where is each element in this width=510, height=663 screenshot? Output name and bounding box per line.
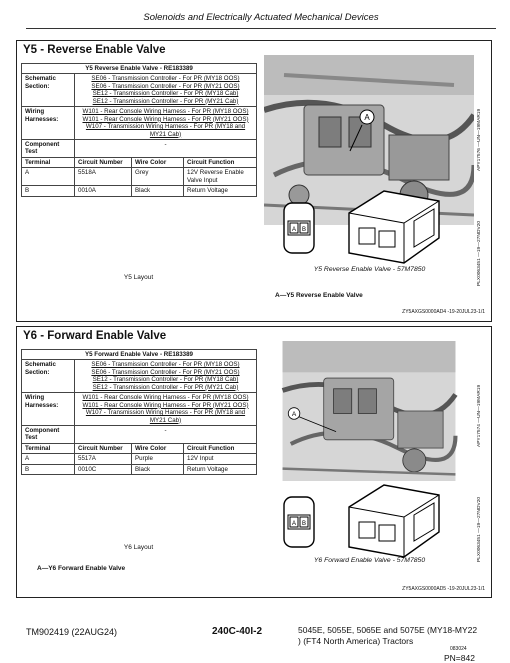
- footer-page-ref: 240C-40I-2: [212, 626, 262, 637]
- schematic-links: [75, 360, 257, 393]
- schematic-row: [22, 74, 257, 107]
- wiring-link[interactable]: W101 - Rear Console Wiring Harness - For PR (MY21 OOS): [78, 116, 253, 123]
- layout-caption: Y5 Layout: [21, 274, 256, 281]
- photo-code: APY17574 —UN—19MAR19: [477, 385, 482, 447]
- pin-a-label: A: [292, 521, 296, 527]
- col-function: Circuit Function: [184, 157, 257, 167]
- header-rule: [26, 28, 496, 29]
- col-terminal: Terminal: [22, 157, 75, 167]
- component-value: -: [75, 139, 257, 157]
- schematic-links: [75, 74, 257, 107]
- cell-circuit: 5517A: [75, 454, 132, 464]
- section-title: Y6 - Forward Enable Valve: [23, 330, 166, 342]
- pin-a-label: A: [292, 227, 296, 233]
- col-wire: Wire Color: [132, 443, 184, 453]
- legend: A—Y5 Reverse Enable Valve: [275, 292, 363, 299]
- image-caption: Y6 Forward Enable Valve - 57M7850: [267, 557, 472, 564]
- schematic-link[interactable]: SE06 - Transmission Controller - For PR (MY21 OOS): [78, 83, 253, 90]
- footer-model-line1: 5045E, 5055E, 5065E and 5075E (MY18-MY22: [298, 625, 498, 636]
- wiring-link[interactable]: W107 - Transmission Wiring Harness - For PR (MY18 and MY21 Cab): [78, 123, 253, 138]
- column-header-row: [22, 443, 257, 453]
- table-row: [22, 454, 257, 464]
- footer-model-info: [298, 625, 498, 663]
- photo-callout: A: [364, 113, 370, 122]
- footer-model-line2: ) (FT4 North America) Tractors: [298, 636, 498, 647]
- wiring-label: Wiring Harnesses:: [22, 393, 75, 426]
- cell-wire: Black: [132, 464, 184, 474]
- cell-terminal: A: [22, 168, 75, 186]
- col-circuit: Circuit Number: [75, 157, 132, 167]
- schematic-link[interactable]: SE12 - Transmission Controller - For PR (MY21 Cab): [78, 384, 253, 391]
- section-y6: [16, 326, 492, 598]
- wiring-link[interactable]: W107 - Transmission Wiring Harness - For PR (MY18 and MY21 Cab): [78, 409, 253, 424]
- col-terminal: Terminal: [22, 443, 75, 453]
- connector-drawing: [264, 183, 474, 273]
- pin-b-label: B: [302, 227, 306, 233]
- schematic-link[interactable]: SE12 - Transmission Controller - For PR (MY18 Cab): [78, 90, 253, 97]
- cell-terminal: B: [22, 464, 75, 474]
- section-code: ZY5AXGS0000AD4 -19-20JUL23-1/1: [402, 309, 485, 315]
- cell-terminal: A: [22, 454, 75, 464]
- cell-circuit: 0010C: [75, 464, 132, 474]
- cell-circuit: 0010A: [75, 186, 132, 196]
- spec-table: [21, 349, 257, 475]
- cell-function: 12V Input: [184, 454, 257, 464]
- table-row: [22, 168, 257, 186]
- col-function: Circuit Function: [184, 443, 257, 453]
- component-label: Component Test: [22, 139, 75, 157]
- valve-location-photo: [264, 341, 474, 481]
- schematic-row: [22, 360, 257, 393]
- component-row: [22, 139, 257, 157]
- cell-function: Return Voltage: [184, 464, 257, 474]
- pin-b-label: B: [302, 521, 306, 527]
- footer-doc-id: TM902419 (22AUG24): [26, 627, 117, 637]
- wiring-row: [22, 107, 257, 140]
- cell-function: Return Voltage: [184, 186, 257, 196]
- table-row: [22, 464, 257, 474]
- cell-function: 12V Reverse Enable Valve Input: [184, 168, 257, 186]
- legend: A—Y6 Forward Enable Valve: [37, 565, 125, 572]
- section-title: Y5 - Reverse Enable Valve: [23, 44, 166, 56]
- schematic-link[interactable]: SE12 - Transmission Controller - For PR (MY21 Cab): [78, 98, 253, 105]
- cell-circuit: 5518A: [75, 168, 132, 186]
- table-caption: Y5 Reverse Enable Valve - RE183389: [22, 64, 257, 74]
- connector-code: PLX0063451 —19—27NOV20: [477, 497, 482, 562]
- layout-caption: Y6 Layout: [21, 544, 256, 551]
- table-caption-row: [22, 64, 257, 74]
- image-caption: Y5 Reverse Enable Valve - 57M7850: [267, 266, 472, 273]
- col-wire: Wire Color: [132, 157, 184, 167]
- schematic-link[interactable]: SE06 - Transmission Controller - For PR (MY18 OOS): [78, 361, 253, 368]
- col-circuit: Circuit Number: [75, 443, 132, 453]
- photo-code: APY17576 —UN—19MAR19: [477, 109, 482, 171]
- spec-table: [21, 63, 257, 197]
- wiring-label: Wiring Harnesses:: [22, 107, 75, 140]
- wiring-links: [75, 393, 257, 426]
- schematic-link[interactable]: SE12 - Transmission Controller - For PR (MY18 Cab): [78, 376, 253, 383]
- cell-terminal: B: [22, 186, 75, 196]
- table-row: [22, 186, 257, 196]
- connector-drawing: [264, 477, 474, 567]
- schematic-link[interactable]: SE06 - Transmission Controller - For PR (MY18 OOS): [78, 75, 253, 82]
- component-value: -: [75, 425, 257, 443]
- table-caption: Y5 Forward Enable Valve - RE183389: [22, 350, 257, 360]
- cell-wire: Purple: [132, 454, 184, 464]
- column-header-row: [22, 157, 257, 167]
- schematic-label: Schematic Section:: [22, 74, 75, 107]
- schematic-link[interactable]: SE06 - Transmission Controller - For PR (MY21 OOS): [78, 369, 253, 376]
- wiring-link[interactable]: W101 - Rear Console Wiring Harness - For PR (MY18 OOS): [78, 394, 253, 401]
- wiring-row: [22, 393, 257, 426]
- table-caption-row: [22, 350, 257, 360]
- section-y5: [16, 40, 492, 322]
- cell-wire: Black: [132, 186, 184, 196]
- schematic-label: Schematic Section:: [22, 360, 75, 393]
- footer-page-number: PN=842: [444, 653, 498, 663]
- wiring-link[interactable]: W101 - Rear Console Wiring Harness - For PR (MY18 OOS): [78, 108, 253, 115]
- cell-wire: Grey: [132, 168, 184, 186]
- connector-code: PLX0063451 —19—27NOV20: [477, 221, 482, 286]
- header-title: Solenoids and Electrically Actuated Mechanical Devices: [26, 12, 496, 23]
- component-row: [22, 425, 257, 443]
- footer-code: 083024: [450, 646, 498, 652]
- component-label: Component Test: [22, 425, 75, 443]
- photo-callout: A: [292, 411, 297, 418]
- wiring-link[interactable]: W101 - Rear Console Wiring Harness - For PR (MY21 OOS): [78, 402, 253, 409]
- section-code: ZY5AXGS0000AD5 -19-20JUL23-1/1: [402, 586, 485, 592]
- wiring-links: [75, 107, 257, 140]
